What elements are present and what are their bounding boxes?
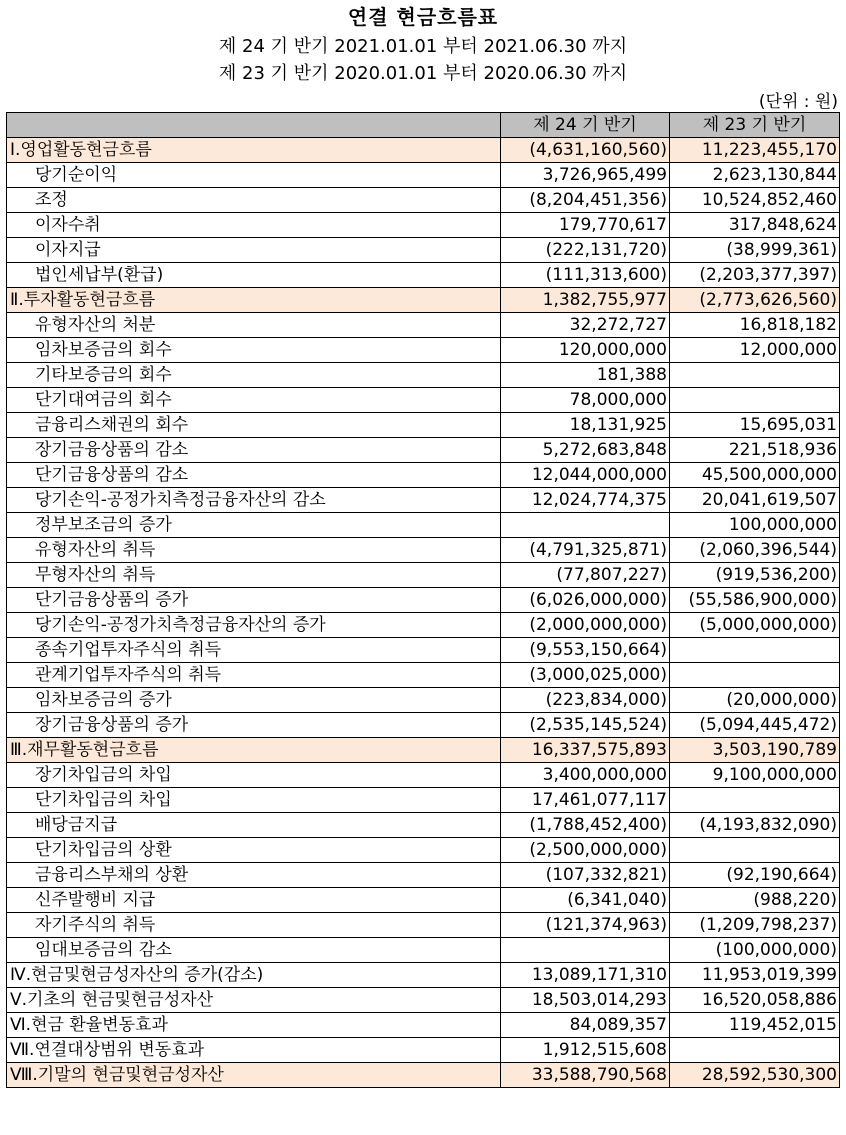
table-row <box>7 963 840 988</box>
unit-label: (단위 : 원) <box>758 92 838 112</box>
current-period-value: 78,000,000 <box>501 388 670 413</box>
row-label: 임차보증금의 회수 <box>7 338 501 363</box>
table-row <box>7 213 840 238</box>
header-prior-period: 제 23 기 반기 <box>670 113 840 138</box>
prior-period-value: 119,452,015 <box>670 1013 840 1038</box>
current-period-value: (1,788,452,400) <box>501 813 670 838</box>
prior-period-value: 45,500,000,000 <box>670 463 840 488</box>
row-label: 당기손익-공정가치측정금융자산의 증가 <box>7 613 501 638</box>
table-row <box>7 563 840 588</box>
row-label: 정부보조금의 증가 <box>7 513 501 538</box>
current-period-value: (3,000,025,000) <box>501 663 670 688</box>
prior-period-value <box>670 638 840 663</box>
row-label: 이자지급 <box>7 238 501 263</box>
prior-period-value <box>670 1038 840 1063</box>
prior-period-value: 221,518,936 <box>670 438 840 463</box>
table-row <box>7 488 840 513</box>
current-period-value: 33,588,790,568 <box>501 1063 670 1088</box>
row-label: 단기대여금의 회수 <box>7 388 501 413</box>
prior-period-value: 2,623,130,844 <box>670 163 840 188</box>
prior-period-value: (988,220) <box>670 888 840 913</box>
row-label: 신주발행비 지급 <box>7 888 501 913</box>
prior-period-value: (919,536,200) <box>670 563 840 588</box>
table-row <box>7 663 840 688</box>
row-label: Ⅳ.현금및현금성자산의 증가(감소) <box>7 963 501 988</box>
prior-period-value <box>670 363 840 388</box>
current-period-value: (6,341,040) <box>501 888 670 913</box>
prior-period-value <box>670 663 840 688</box>
current-period-value: 12,024,774,375 <box>501 488 670 513</box>
statement-title: 연결 현금흐름표 <box>347 5 499 29</box>
current-period-value: 32,272,727 <box>501 313 670 338</box>
prior-period-value: 20,041,619,507 <box>670 488 840 513</box>
row-label: 단기금융상품의 감소 <box>7 463 501 488</box>
table-row <box>7 413 840 438</box>
current-period-value: 17,461,077,117 <box>501 788 670 813</box>
cash-flow-table <box>6 112 840 1088</box>
current-period-value: 18,131,925 <box>501 413 670 438</box>
table-row <box>7 913 840 938</box>
current-period-value: (223,834,000) <box>501 688 670 713</box>
table-row <box>7 763 840 788</box>
row-label: 배당금지급 <box>7 813 501 838</box>
prior-period-value: 3,503,190,789 <box>670 738 840 763</box>
current-period-value: (9,553,150,664) <box>501 638 670 663</box>
row-label: 금융리스부채의 상환 <box>7 863 501 888</box>
prior-period-value: 28,592,530,300 <box>670 1063 840 1088</box>
current-period-value: 3,400,000,000 <box>501 763 670 788</box>
table-row <box>7 863 840 888</box>
row-label: 금융리스채권의 회수 <box>7 413 501 438</box>
prior-period-value: (100,000,000) <box>670 938 840 963</box>
current-period-value: 5,272,683,848 <box>501 438 670 463</box>
prior-period-value: (38,999,361) <box>670 238 840 263</box>
table-row <box>7 813 840 838</box>
prior-period-value: (4,193,832,090) <box>670 813 840 838</box>
current-period-value: 181,388 <box>501 363 670 388</box>
prior-period-value: (2,203,377,397) <box>670 263 840 288</box>
prior-period-value: (20,000,000) <box>670 688 840 713</box>
table-row <box>7 513 840 538</box>
prior-period-value: 11,223,455,170 <box>670 138 840 163</box>
current-period-value: (107,332,821) <box>501 863 670 888</box>
table-header-row <box>7 113 840 138</box>
current-period-value: 16,337,575,893 <box>501 738 670 763</box>
row-label: Ⅲ.재무활동현금흐름 <box>7 738 501 763</box>
period-current: 제 24 기 반기 2021.01.01 부터 2021.06.30 까지 <box>218 36 628 57</box>
current-period-value: 12,044,000,000 <box>501 463 670 488</box>
current-period-value: (4,791,325,871) <box>501 538 670 563</box>
row-label: 단기금융상품의 증가 <box>7 588 501 613</box>
prior-period-value: (1,209,798,237) <box>670 913 840 938</box>
prior-period-value <box>670 838 840 863</box>
table-row <box>7 388 840 413</box>
row-label: 장기금융상품의 감소 <box>7 438 501 463</box>
current-period-value: (121,374,963) <box>501 913 670 938</box>
current-period-value: (8,204,451,356) <box>501 188 670 213</box>
current-period-value: 18,503,014,293 <box>501 988 670 1013</box>
current-period-value: (77,807,227) <box>501 563 670 588</box>
current-period-value: (4,631,160,560) <box>501 138 670 163</box>
row-label: 유형자산의 처분 <box>7 313 501 338</box>
section-row <box>7 288 840 313</box>
prior-period-value: 12,000,000 <box>670 338 840 363</box>
row-label: Ⅷ.기말의 현금및현금성자산 <box>7 1063 501 1088</box>
prior-period-value: (5,000,000,000) <box>670 613 840 638</box>
row-label: Ⅵ.현금 환율변동효과 <box>7 1013 501 1038</box>
prior-period-value: 15,695,031 <box>670 413 840 438</box>
current-period-value <box>501 938 670 963</box>
table-row <box>7 438 840 463</box>
row-label: 이자수취 <box>7 213 501 238</box>
current-period-value: (2,500,000,000) <box>501 838 670 863</box>
prior-period-value <box>670 788 840 813</box>
table-row <box>7 188 840 213</box>
current-period-value: (111,313,600) <box>501 263 670 288</box>
row-label: Ⅴ.기초의 현금및현금성자산 <box>7 988 501 1013</box>
current-period-value: 1,912,515,608 <box>501 1038 670 1063</box>
row-label: 유형자산의 취득 <box>7 538 501 563</box>
prior-period-value: 16,818,182 <box>670 313 840 338</box>
row-label: 종속기업투자주식의 취득 <box>7 638 501 663</box>
current-period-value: 3,726,965,499 <box>501 163 670 188</box>
row-label: 단기차입금의 차입 <box>7 788 501 813</box>
prior-period-value: 9,100,000,000 <box>670 763 840 788</box>
period-prior: 제 23 기 반기 2020.01.01 부터 2020.06.30 까지 <box>218 63 628 84</box>
row-label: Ⅰ.영업활동현금흐름 <box>7 138 501 163</box>
table-row <box>7 788 840 813</box>
prior-period-value: 317,848,624 <box>670 213 840 238</box>
current-period-value: 179,770,617 <box>501 213 670 238</box>
table-row <box>7 713 840 738</box>
prior-period-value: (2,060,396,544) <box>670 538 840 563</box>
prior-period-value: (92,190,664) <box>670 863 840 888</box>
prior-period-value: 16,520,058,886 <box>670 988 840 1013</box>
row-label: 기타보증금의 회수 <box>7 363 501 388</box>
row-label: 무형자산의 취득 <box>7 563 501 588</box>
row-label: 관계기업투자주식의 취득 <box>7 663 501 688</box>
table-row <box>7 363 840 388</box>
row-label: 당기손익-공정가치측정금융자산의 감소 <box>7 488 501 513</box>
table-row <box>7 338 840 363</box>
row-label: 단기차입금의 상환 <box>7 838 501 863</box>
table-row <box>7 1038 840 1063</box>
table-row <box>7 588 840 613</box>
table-row <box>7 613 840 638</box>
section-row <box>7 738 840 763</box>
header-label-cell <box>7 113 501 138</box>
prior-period-value: (55,586,900,000) <box>670 588 840 613</box>
row-label: 임차보증금의 증가 <box>7 688 501 713</box>
table-row <box>7 938 840 963</box>
table-row <box>7 688 840 713</box>
prior-period-value <box>670 388 840 413</box>
section-row <box>7 138 840 163</box>
current-period-value: 1,382,755,977 <box>501 288 670 313</box>
row-label: 장기금융상품의 증가 <box>7 713 501 738</box>
section-row <box>7 1063 840 1088</box>
prior-period-value: (5,094,445,472) <box>670 713 840 738</box>
row-label: 장기차입금의 차입 <box>7 763 501 788</box>
header-current-period: 제 24 기 반기 <box>501 113 670 138</box>
prior-period-value: 10,524,852,460 <box>670 188 840 213</box>
table-row <box>7 538 840 563</box>
table-row <box>7 1013 840 1038</box>
prior-period-value: 100,000,000 <box>670 513 840 538</box>
current-period-value: (222,131,720) <box>501 238 670 263</box>
current-period-value: (2,000,000,000) <box>501 613 670 638</box>
row-label: Ⅶ.연결대상범위 변동효과 <box>7 1038 501 1063</box>
table-row <box>7 238 840 263</box>
table-row <box>7 263 840 288</box>
row-label: 당기순이익 <box>7 163 501 188</box>
prior-period-value: (2,773,626,560) <box>670 288 840 313</box>
row-label: Ⅱ.투자활동현금흐름 <box>7 288 501 313</box>
row-label: 법인세납부(환급) <box>7 263 501 288</box>
row-label: 자기주식의 취득 <box>7 913 501 938</box>
table-row <box>7 988 840 1013</box>
table-row <box>7 888 840 913</box>
row-label: 조정 <box>7 188 501 213</box>
current-period-value: (6,026,000,000) <box>501 588 670 613</box>
table-row <box>7 638 840 663</box>
current-period-value: 120,000,000 <box>501 338 670 363</box>
current-period-value: 84,089,357 <box>501 1013 670 1038</box>
table-row <box>7 838 840 863</box>
table-row <box>7 313 840 338</box>
current-period-value: (2,535,145,524) <box>501 713 670 738</box>
table-row <box>7 463 840 488</box>
current-period-value <box>501 513 670 538</box>
prior-period-value: 11,953,019,399 <box>670 963 840 988</box>
table-row <box>7 163 840 188</box>
row-label: 임대보증금의 감소 <box>7 938 501 963</box>
current-period-value: 13,089,171,310 <box>501 963 670 988</box>
